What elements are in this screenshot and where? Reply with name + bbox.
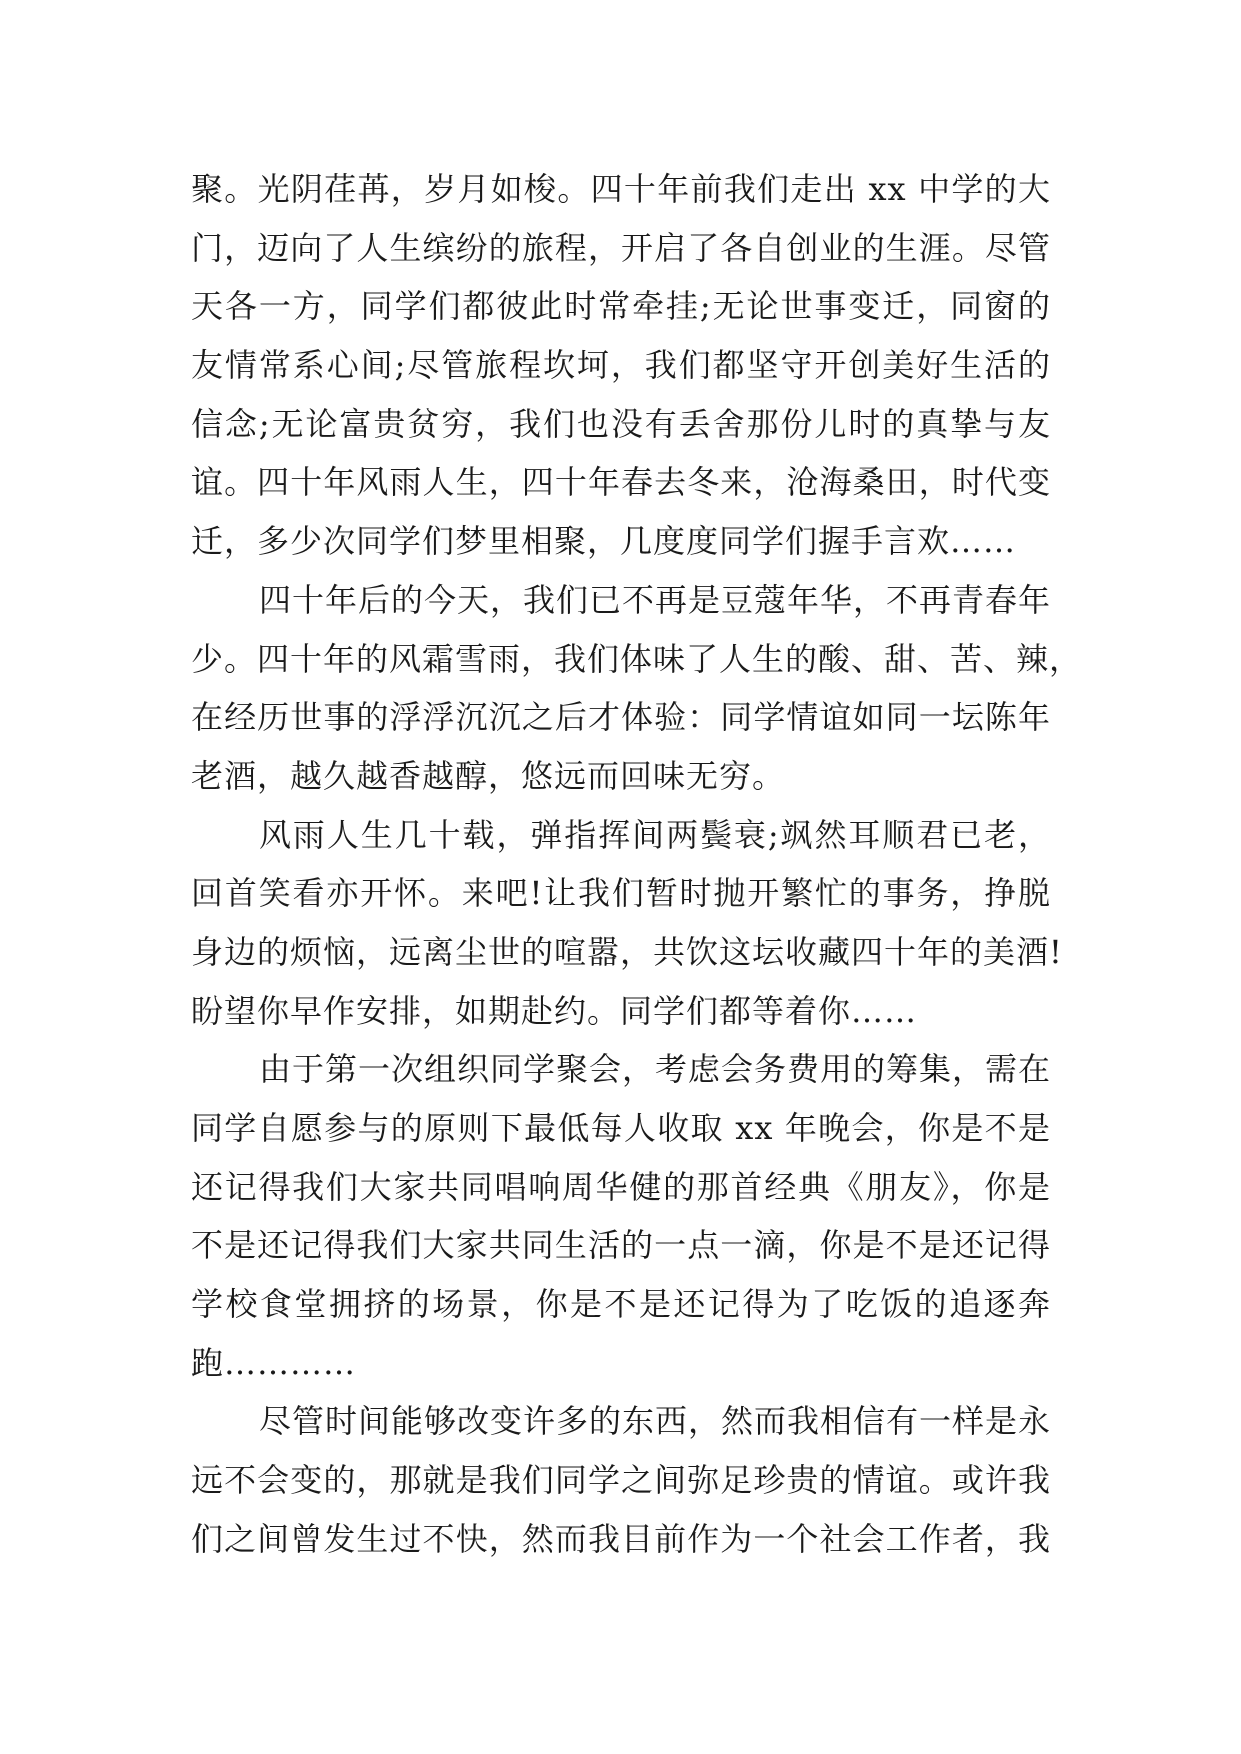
paragraph-2-line-1: 四十年后的今天，我们已不再是豆蔻年华，不再青春年 bbox=[259, 580, 1052, 619]
paragraph-1-line-1: 聚。光阴荏苒，岁月如梭。四十年前我们走出 xx 中学的大 bbox=[191, 170, 1051, 208]
paragraph-5-line-1: 尽管时间能够改变许多的东西，然而我相信有一样是永 bbox=[259, 1402, 1052, 1441]
body-text bbox=[191, 160, 1083, 1569]
paragraph-3-line-1: 风雨人生几十载，弹指挥间两鬓衰;飒然耳顺君已老， bbox=[259, 815, 1051, 854]
paragraph-4-line-3: 还记得我们大家共同唱响周华健的那首经典《朋友》，你是 bbox=[191, 1167, 1051, 1206]
paragraph-1-line-7: 迁，多少次同学们梦里相聚，几度度同学们握手言欢…… bbox=[191, 522, 1017, 561]
paragraph-1-line-3: 天各一方，同学们都彼此时常牵挂;无论世事变迁，同窗的 bbox=[191, 287, 1051, 326]
paragraph-4-line-5: 学校食堂拥挤的场景，你是不是还记得为了吃饭的追逐奔 bbox=[191, 1285, 1051, 1324]
paragraph-5-line-3: 们之间曾发生过不快，然而我目前作为一个社会工作者，我 bbox=[191, 1519, 1051, 1558]
paragraph-3-line-4: 盼望你早作安排，如期赴约。同学们都等着你…… bbox=[191, 991, 918, 1030]
paragraph-2-line-2: 少。四十年的风霜雪雨，我们体味了人生的酸、甜、苦、辣， bbox=[191, 639, 1083, 678]
paragraph-4-line-6: 跑………… bbox=[191, 1343, 357, 1382]
paragraph-4-line-2: 同学自愿参与的原则下最低每人收取 xx 年晚会，你是不是 bbox=[191, 1109, 1051, 1147]
paragraph-2-line-3: 在经历世事的浮浮沉沉之后才体验：同学情谊如同一坛陈年 bbox=[191, 698, 1051, 737]
paragraph-2-line-4: 老酒，越久越香越醇，悠远而回味无穷。 bbox=[191, 756, 786, 795]
paragraph-5-line-2: 远不会变的，那就是我们同学之间弥足珍贵的情谊。或许我 bbox=[191, 1461, 1051, 1500]
paragraph-4-line-1: 由于第一次组织同学聚会，考虑会务费用的筹集，需在 bbox=[259, 1050, 1052, 1089]
paragraph-1-line-6: 谊。四十年风雨人生，四十年春去冬来，沧海桑田，时代变 bbox=[191, 463, 1051, 502]
paragraph-1-line-2: 门，迈向了人生缤纷的旅程，开启了各自创业的生涯。尽管 bbox=[191, 228, 1051, 267]
paragraph-3-line-3: 身边的烦恼，远离尘世的喧嚣，共饮这坛收藏四十年的美酒! bbox=[191, 932, 1063, 971]
paragraph-3-line-2: 回首笑看亦开怀。来吧!让我们暂时抛开繁忙的事务，挣脱 bbox=[191, 874, 1051, 913]
paragraph-4-line-4: 不是还记得我们大家共同生活的一点一滴，你是不是还记得 bbox=[191, 1226, 1051, 1265]
paragraph-1-line-4: 友情常系心间;尽管旅程坎坷，我们都坚守开创美好生活的 bbox=[191, 346, 1051, 385]
paragraph-1-line-5: 信念;无论富贵贫穷，我们也没有丢舍那份儿时的真挚与友 bbox=[191, 404, 1051, 443]
